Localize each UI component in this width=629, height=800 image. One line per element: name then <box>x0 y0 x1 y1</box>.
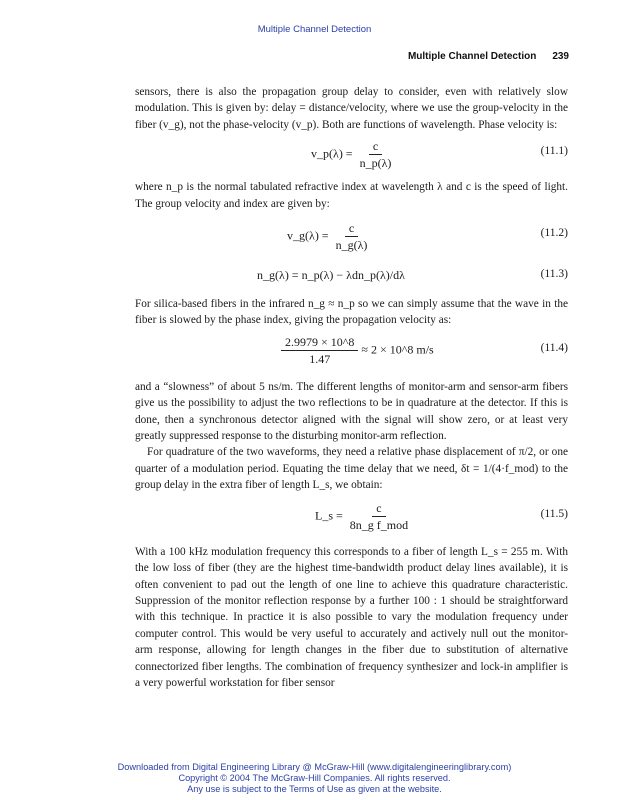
eq4-rhs: ≈ 2 × 10^8 m/s <box>361 342 434 357</box>
eq2-number: (11.2) <box>540 227 568 240</box>
page-body <box>135 84 568 691</box>
eq5-lhs: L_s = <box>315 507 343 522</box>
running-header <box>408 51 569 62</box>
eq4-denominator: 1.47 <box>309 351 331 366</box>
eq2-fraction <box>332 221 372 252</box>
eq5-numerator: c <box>372 501 385 517</box>
eq2-numerator: c <box>345 221 358 237</box>
running-title: Multiple Channel Detection <box>407 51 537 62</box>
eq1-fraction <box>356 139 396 170</box>
eq1-lhs: v_p(λ) = <box>311 146 353 161</box>
paragraph-4: and a “slowness” of about 5 ns/m. The different lengths of monitor-arm and sensor-arm fibers give us the possibility to adjust the two reflections to be in quadrature at the detector. If this is done, then a synchronous detector aligned with the signal will show zero, or at least very greatly suppressed response to the disturbing monitor-arm reflection. <box>135 380 568 443</box>
eq4-fraction <box>281 335 358 366</box>
eq5-fraction <box>346 501 412 532</box>
equation-11-4 <box>135 329 568 379</box>
equation-11-3 <box>135 264 568 296</box>
footer-terms-link[interactable]: Any use is subject to the Terms of Use as given at the website. <box>187 784 442 794</box>
footer-copyright: Copyright © 2004 The McGraw-Hill Companies. All rights reserved. <box>178 773 451 783</box>
eq4-number: (11.4) <box>540 341 568 354</box>
eq3-body: n_g(λ) = n_p(λ) − λdn_p(λ)/dλ <box>257 268 405 283</box>
equation-11-5 <box>135 494 568 544</box>
eq5-denominator: 8n_g f_mod <box>349 517 409 532</box>
eq1-numerator: c <box>369 139 382 155</box>
paragraph-2: where n_p is the normal tabulated refractive index at wavelength λ and c is the speed of light. The group velocity and index are given by: <box>135 181 568 210</box>
eq5-number: (11.5) <box>540 507 568 520</box>
eq2-denominator: n_g(λ) <box>335 238 368 253</box>
equation-11-1 <box>135 133 568 179</box>
footer-download-link[interactable]: Downloaded from Digital Engineering Library @ McGraw-Hill (www.digitalengineeringlibrary.com) <box>117 762 512 772</box>
eq3-number: (11.3) <box>540 268 568 281</box>
equation-11-2 <box>135 212 568 264</box>
eq4-numerator: 2.9979 × 10^8 <box>281 335 358 351</box>
eq2-lhs: v_g(λ) = <box>287 228 329 243</box>
page-number: 239 <box>552 51 569 62</box>
eq1-denominator: n_p(λ) <box>359 156 392 171</box>
paragraph-3: For silica-based fibers in the infrared n_g ≈ n_p so we can simply assume that the wave in the fiber is slowed by the phase index, giving the propagation velocity as: <box>135 298 568 327</box>
paragraph-6: With a 100 kHz modulation frequency this corresponds to a fiber of length L_s = 255 m. With the low loss of fiber (they are the highest time-bandwidth product delay lines available), it is often convenient to pad out the length of one line to achieve this quadrature characteristic. Suppression of the monitor reflection response by a further 100 : 1 should be straightforward with this technique. In practice it is also possible to vary the modulation frequency under computer control. This would be very useful to accurately and actively null out the monitor-arm response, allowing for length changes in the fiber due to substitution of alternative connectorized fiber lengths. The combination of frequency synthesizer and lock-in amplifier is a very powerful workstation for fiber sensor <box>135 545 568 689</box>
eq1-number: (11.1) <box>540 145 568 158</box>
paragraph-5: For quadrature of the two waveforms, they need a relative phase displacement of π/2, or one quarter of a modulation period. Equating the time delay that we need, δt = 1/(4·f_mod) to the group delay in the extra fiber of length L_s, we obtain: <box>135 446 568 492</box>
paragraph-1: sensors, there is also the propagation group delay to consider, even with relatively slow modulation. This is given by: delay = distance/velocity, where we use the group-velocity in the fiber (v_g), not the phase-velocity (v_p). Both are functions of wavelength. Phase velocity is: <box>135 86 568 131</box>
chapter-link[interactable]: Multiple Channel Detection <box>257 24 372 35</box>
